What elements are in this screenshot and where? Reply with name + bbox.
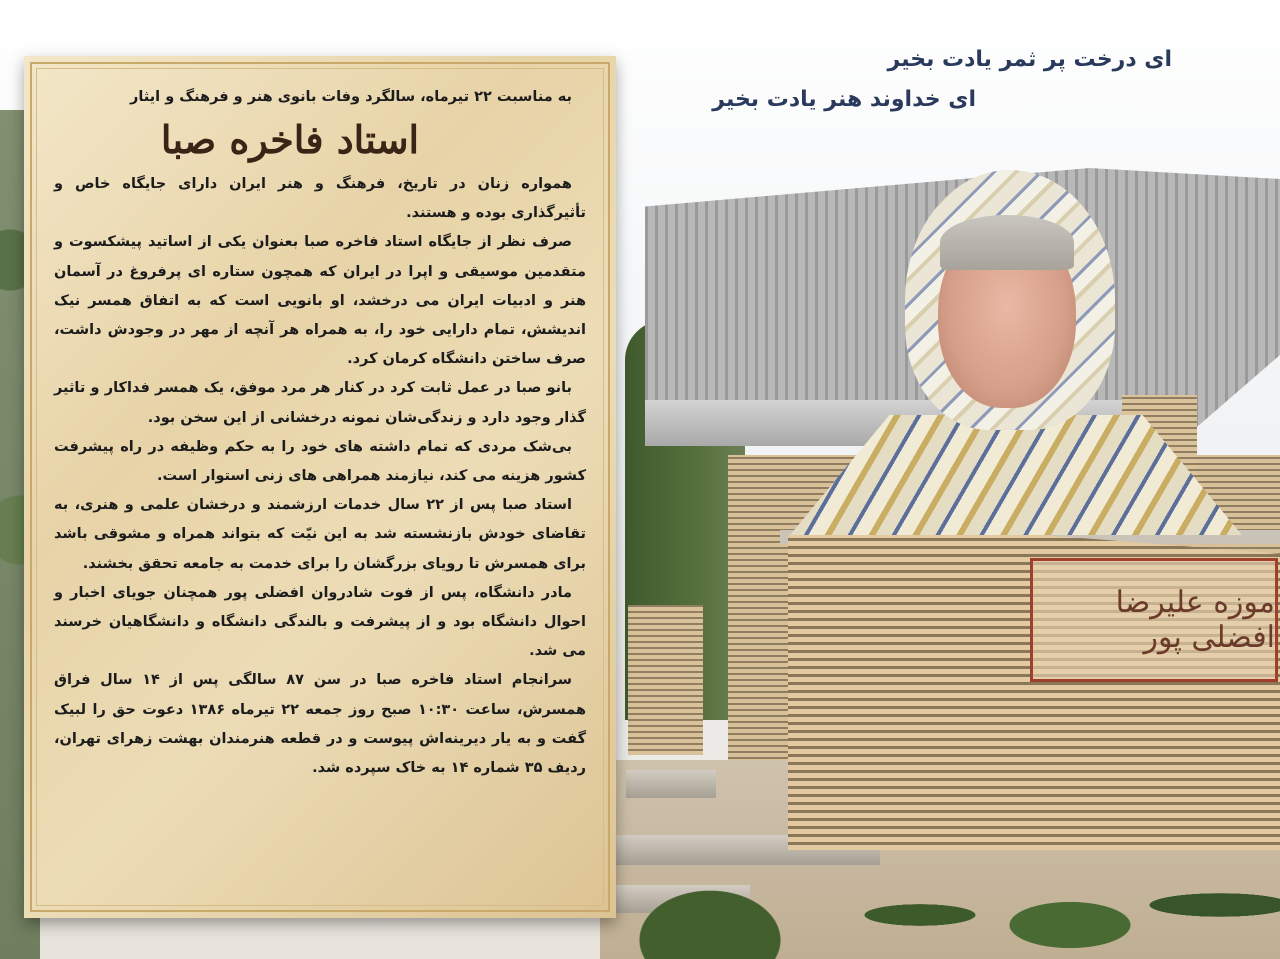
paragraph: بانو صبا در عمل ثابت کرد در کنار هر مرد موفق، یک همسر فداکار و تاثیر گذار وجود دارد و زندگی‌شان نمونه درخشانی از این سخن بود. — [54, 380, 586, 426]
portrait-hair — [940, 215, 1074, 270]
paragraph: سرانجام استاد فاخره صبا در سن ۸۷ سالگی پس از ۱۴ سال فراق همسرش، ساعت ۱۰:۳۰ صبح روز جمعه ۲۲ تیرماه ۱۳۸۶ دعوت حق را لبیک گفت و به یار دیرینه‌اش پیوست و در قطعه هنرمندان بهشت زهرای تهران، ردیف ۳۵ شماره ۱۴ به خاک سپرده شد. — [54, 672, 587, 777]
stone-step — [626, 770, 716, 798]
bushes — [610, 870, 810, 959]
portrait-photo — [790, 165, 1242, 535]
poem — [712, 44, 1172, 116]
brick-wall-left — [628, 605, 703, 755]
paragraph: استاد صبا پس از ۲۲ سال خدمات ارزشمند و درخشان علمی و هنری، به تقاضای خودش بازنشسته شد به این نیّت که بتواند همراه و مشوقی باشد برای همسرش تا رویای بزرگشان را برای خدمت به جامعه تحقق بخشند. — [54, 497, 586, 572]
paragraph: همواره زنان در تاریخ، فرهنگ و هنر ایران دارای جایگاه خاص و تأثیرگذاری بوده و هستند. — [54, 176, 586, 222]
occasion-line: به مناسبت ۲۲ تیرماه، سالگرد وفات بانوی هنر و فرهنگ و ایثار — [130, 89, 572, 105]
poem-line-1: ای درخت پر ثمر یادت بخیر — [887, 47, 1172, 72]
paragraph: بی‌شک مردی که تمام داشته های خود را به حکم وظیفه در راه پیشرفت کشور هزینه می کند، نیازمند همراهی های زنی استوار است. — [54, 438, 586, 485]
parchment-card — [24, 56, 616, 918]
honoree-name: استاد فاخره صبا — [160, 117, 420, 162]
paragraph: صرف نظر از جایگاه استاد فاخره صبا بعنوان یکی از اساتید پیشکسوت و متقدمین موسیقی و اپرا در ایران که همچون ستاره ای پرفروغ در آسمان هنر و ادبیات ایران می درخشد، او بانویی است که به اتفاق همسر نیک اندیشش، تمام دارایی خود را، به همراه هر آنچه از مهر در وجودش داشت، صرف ساختن دانشگاه کرمان کرد. — [54, 234, 586, 368]
plaque-text: موزه علیرضا افضلی پور — [1115, 585, 1275, 655]
portrait-shoulders — [790, 415, 1242, 535]
monument-plaque — [1030, 558, 1278, 682]
paragraph: مادر دانشگاه، پس از فوت شادروان افضلی پور همچنان جویای اخبار و احوال دانشگاه بود و از پیشرفت و بالندگی دانشگاه و دانشگاهیان خرسند می شد. — [54, 584, 586, 660]
card-content — [54, 86, 586, 783]
poem-line-2: ای خداوند هنر یادت بخیر — [712, 87, 976, 112]
bushes — [860, 845, 1280, 959]
